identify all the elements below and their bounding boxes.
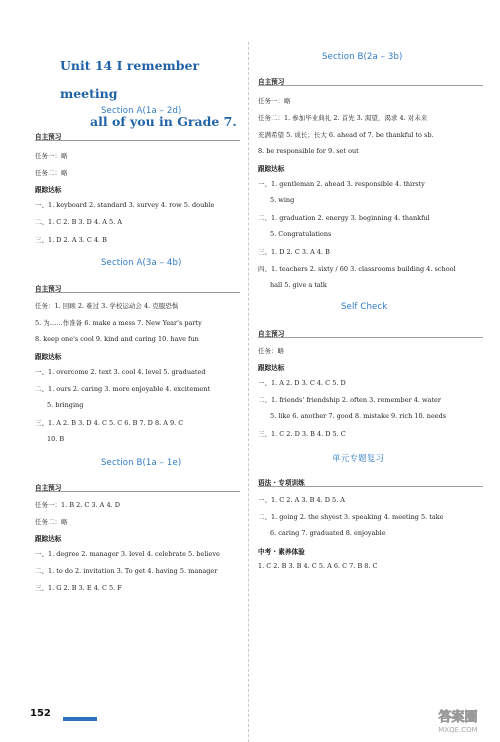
- a1-task2: 任务二：略: [35, 169, 68, 177]
- review-row2: 二、1. going 2. the shyest 3. speaking 4. meeting 5. take: [258, 513, 444, 521]
- self-check-heading: Self Check: [341, 302, 388, 312]
- b1-row3: 三、1. G 2. B 3. E 4. C 5. F: [35, 584, 122, 592]
- a2-row6: 5. bringing: [47, 401, 84, 409]
- a2-preview-label: 自主预习: [35, 285, 62, 293]
- b2-row5: 三、1. D 2. C 3. A 4. B: [258, 248, 330, 256]
- a2-row4: 一、1. overcome 2. text 3. cool 4. level 5. graduated: [35, 368, 206, 376]
- watermark-url: MXQE.COM: [438, 726, 478, 734]
- b2-row7: hall 5. give a talk: [270, 281, 327, 289]
- watermark-logo: [422, 705, 494, 735]
- sc-row1: 一、1. A 2. D 3. C 4. C 5. D: [258, 379, 346, 387]
- unit-review-heading: 单元专题复习: [332, 454, 385, 464]
- sc-row3: 5. like 6. another 7. good 8. mistake 9. rich 10. needs: [270, 412, 447, 420]
- unit-title: [60, 52, 245, 136]
- b2-task2-cont2: 8. be responsible for 9. set out: [258, 147, 359, 155]
- sc-practice-label: 跟踪达标: [258, 364, 285, 372]
- b2-rule: [258, 85, 483, 86]
- review-row4: 1. C 2. B 3. B 4. C 5. A 6. C 7. B 8. C: [258, 562, 378, 570]
- sc-preview-label: 自主预习: [258, 330, 285, 338]
- sc-row2: 二、1. friends' friendship 2. often 3. remember 4. water: [258, 396, 442, 404]
- b2-row2: 5. wing: [270, 196, 295, 204]
- a1-task1: 任务一：略: [35, 152, 68, 160]
- column-divider: [248, 42, 249, 742]
- review-row1: 一、1. C 2. A 3. B 4. D 5. A: [258, 496, 345, 504]
- b1-practice-label: 跟踪达标: [35, 535, 62, 543]
- a2-row3: 8. keep one's cool 9. kind and caring 10. have fun: [35, 335, 199, 343]
- section-a1-heading: Section A(1a – 2d): [101, 106, 182, 116]
- section-b1-heading: Section B(1a – 1e): [101, 458, 182, 468]
- a2-rule: [35, 292, 240, 293]
- sc-rule: [258, 337, 483, 338]
- b1-preview-label: 自主预习: [35, 484, 62, 492]
- b1-row2: 二、1. to do 2. invitation 3. To get 4. having 5. manager: [35, 567, 218, 575]
- a1-answer-row1: 一、1. keyboard 2. standard 3. survey 4. row 5. double: [35, 201, 215, 209]
- review-exam-label: 中考 · 素养体验: [258, 548, 305, 556]
- a2-row1: 任务：1. 回顾 2. 难过 3. 学校运动会 4. 克服恐惧: [35, 302, 179, 310]
- b2-row1: 一、1. gentleman 2. ahead 3. responsible 4. thirsty: [258, 180, 425, 188]
- a1-answer-row3: 三、1. D 2. A 3. C 4. B: [35, 236, 107, 244]
- b2-practice-label: 跟踪达标: [258, 165, 285, 173]
- section-a2-heading: Section A(3a – 4b): [101, 258, 182, 268]
- watermark-text: 答案圈: [438, 710, 478, 725]
- a2-row5: 二、1. ours 2. caring 3. more enjoyable 4. excitement: [35, 385, 211, 393]
- b2-row4: 5. Congratulations: [270, 230, 332, 238]
- sc-row4: 三、1. C 2. D 3. B 4. D 5. C: [258, 430, 346, 438]
- a1-preview-label: 自主预习: [35, 133, 62, 141]
- unit-title-line2: all of you in Grade 7.: [90, 114, 237, 129]
- b2-preview-label: 自主预习: [258, 78, 285, 86]
- a2-row8: 10. B: [47, 435, 65, 443]
- a2-row2: 5. 为……作准备 6. make a mess 7. New Year's party: [35, 319, 202, 327]
- b2-task1: 任务一：略: [258, 97, 291, 105]
- review-grammar-label: 语法 · 专项训练: [258, 479, 305, 487]
- b2-task2-cont: 充满希望 5. 成长；长大 6. ahead of 7. be thankful to sb.: [258, 131, 434, 139]
- page-number-bar: [63, 717, 97, 721]
- b2-row6: 四、1. teachers 2. sixty / 60 3. classrooms building 4. school: [258, 265, 456, 273]
- review-row3: 6. caring 7. graduated 8. enjoyable: [270, 529, 386, 537]
- b1-task1: 任务一：1. B 2. C 3. A 4. D: [35, 501, 120, 509]
- sc-task: 任务：略: [258, 347, 284, 355]
- a1-answer-row2: 二、1. C 2. B 3. D 4. A 5. A: [35, 218, 122, 226]
- section-b2-heading: Section B(2a – 3b): [322, 52, 403, 62]
- a2-practice-label: 跟踪达标: [35, 353, 62, 361]
- b1-task2: 任务二：略: [35, 518, 68, 526]
- a1-rule: [35, 140, 240, 141]
- b2-task2: 任务二：1. 参加毕业典礼 2. 首先 3. 渴望，渴求 4. 对未来: [258, 114, 428, 122]
- a2-row7: 三、1. A 2. B 3. D 4. C 5. C 6. B 7. D 8. A 9. C: [35, 419, 184, 427]
- review-rule: [258, 486, 483, 487]
- b1-rule: [35, 491, 240, 492]
- page-number: 152: [30, 708, 51, 719]
- b2-row3: 二、1. graduation 2. energy 3. beginning 4. thankful: [258, 214, 430, 222]
- unit-title-line1: Unit 14 I remember meeting: [60, 58, 200, 101]
- a1-practice-label: 跟踪达标: [35, 186, 62, 194]
- b1-row1: 一、1. degree 2. manager 3. level 4. celebrate 5. believe: [35, 550, 220, 558]
